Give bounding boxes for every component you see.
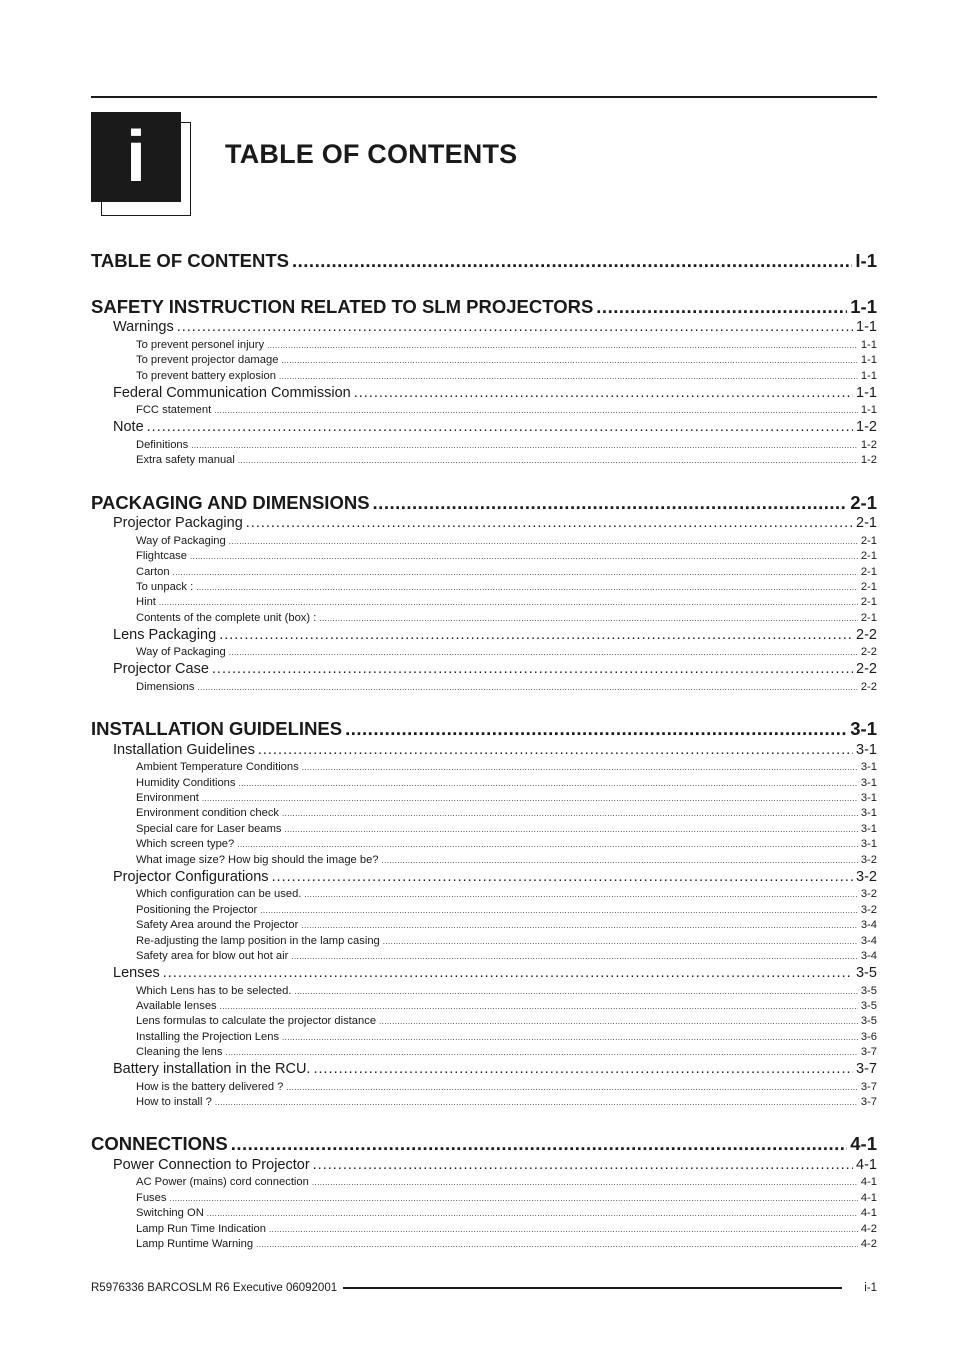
toc-entry-page: 3-7: [860, 1046, 877, 1058]
toc-leader-dots: [256, 1240, 858, 1249]
toc-entry-title: Way of Packaging: [136, 646, 226, 658]
toc-entry-title: TABLE OF CONTENTS: [91, 250, 290, 271]
toc-leader-dots: [219, 627, 853, 643]
toc-entry-page: 2-1: [860, 566, 877, 578]
toc-entry-title: Flightcase: [136, 550, 187, 562]
toc-leader-dots: [379, 1017, 858, 1026]
toc-entry-page: 2-2: [856, 627, 877, 643]
toc-entry-title: Ambient Temperature Conditions: [136, 761, 299, 773]
toc-section[interactable]: [91, 965, 877, 981]
toc-subsection[interactable]: [91, 535, 877, 547]
toc-entry-page: 3-2: [860, 888, 877, 900]
toc-subsection[interactable]: [91, 888, 877, 900]
toc-subsection[interactable]: [91, 454, 877, 466]
toc-entry-title: Lamp Runtime Warning: [136, 1238, 254, 1250]
toc-entry-title: FCC statement: [136, 404, 212, 416]
toc-entry-page: 4-1: [860, 1192, 877, 1204]
toc-leader-dots: [159, 598, 858, 607]
toc-entry-title: Extra safety manual: [136, 454, 235, 466]
toc-leader-dots: [285, 825, 858, 834]
toc-entry-title: Cleaning the lens: [136, 1046, 223, 1058]
toc-entry-title: Hint: [136, 596, 156, 608]
toc-entry-page: 1-2: [860, 439, 877, 451]
toc-leader-dots: [313, 1157, 853, 1173]
toc-entry-page: 3-5: [860, 985, 877, 997]
toc-entry-title: How is the battery delivered ?: [136, 1081, 284, 1093]
toc-leader-dots: [281, 356, 857, 365]
toc-entry-title: Humidity Conditions: [136, 777, 236, 789]
toc-section[interactable]: [91, 661, 877, 677]
toc-section[interactable]: [91, 385, 877, 401]
toc-subsection[interactable]: [91, 339, 877, 351]
toc-entry-title: Installing the Projection Lens: [136, 1031, 280, 1043]
toc-entry-page: 3-5: [856, 965, 877, 981]
toc-entry-page: 4-2: [860, 1223, 877, 1235]
toc-subsection[interactable]: [91, 1176, 877, 1188]
toc-entry-page: 1-1: [860, 354, 877, 366]
toc-entry-page: 4-1: [850, 1133, 877, 1154]
toc-subsection[interactable]: [91, 807, 877, 819]
toc-entry-title: Installation Guidelines: [113, 742, 255, 758]
toc-subsection[interactable]: [91, 370, 877, 382]
toc-leader-dots: [279, 372, 858, 381]
toc-subsection[interactable]: [91, 1096, 877, 1108]
toc-leader-dots: [231, 1133, 848, 1155]
toc-leader-dots: [304, 890, 857, 899]
toc-leader-dots: [191, 441, 858, 450]
toc-entry-title: Environment condition check: [136, 807, 280, 819]
toc-subsection[interactable]: [91, 950, 877, 962]
toc-leader-dots: [382, 856, 858, 865]
toc-section[interactable]: [91, 1061, 877, 1077]
toc-entry-page: 3-1: [860, 823, 877, 835]
toc-entry-title: Safety area for blow out hot air: [136, 950, 289, 962]
toc-entry-title: Note: [113, 419, 144, 435]
toc-entry-title: Positioning the Projector: [136, 904, 258, 916]
toc-leader-dots: [313, 1061, 853, 1077]
toc-entry-page: 3-1: [860, 838, 877, 850]
toc-subsection[interactable]: [91, 1238, 877, 1250]
toc-entry-title: Lenses: [113, 965, 160, 981]
toc-entry-title: Battery installation in the RCU.: [113, 1061, 311, 1077]
toc-leader-dots: [229, 648, 858, 657]
toc-entry-page: 3-7: [860, 1096, 877, 1108]
toc-entry-page: 4-1: [860, 1176, 877, 1188]
footer: [91, 1282, 877, 1294]
toc-entry-title: Dimensions: [136, 681, 195, 693]
toc-entry-title: Lamp Run Time Indication: [136, 1223, 266, 1235]
toc-subsection[interactable]: [91, 612, 877, 624]
toc-subsection[interactable]: [91, 935, 877, 947]
toc-leader-dots: [282, 809, 858, 818]
toc-entry-title: Power Connection to Projector: [113, 1157, 310, 1173]
toc-entry-page: 3-5: [860, 1015, 877, 1027]
toc-subsection[interactable]: [91, 1081, 877, 1093]
toc-leader-dots: [312, 1178, 858, 1187]
toc-chapter[interactable]: [91, 250, 877, 272]
toc-leader-dots: [286, 1083, 857, 1092]
chapter-letter: i: [91, 112, 181, 202]
chapter-badge: [91, 112, 191, 216]
toc-entry-title: CONNECTIONS: [91, 1133, 228, 1154]
toc-subsection[interactable]: [91, 761, 877, 773]
toc-entry-page: 1-1: [860, 404, 877, 416]
toc-leader-dots: [319, 614, 857, 623]
toc-entry-title: Carton: [136, 566, 170, 578]
toc-entry-title: Projector Case: [113, 661, 209, 677]
toc-section[interactable]: [91, 515, 877, 531]
toc-leader-dots: [302, 763, 858, 772]
toc-subsection[interactable]: [91, 792, 877, 804]
toc-leader-dots: [239, 779, 858, 788]
toc-subsection[interactable]: [91, 1046, 877, 1058]
toc-subsection[interactable]: [91, 681, 877, 693]
toc-entry-page: 3-4: [860, 935, 877, 947]
toc-entry-title: Projector Packaging: [113, 515, 243, 531]
footer-page-number: i-1: [864, 1282, 877, 1294]
top-rule: [91, 96, 877, 98]
toc-entry-title: Fuses: [136, 1192, 167, 1204]
toc-leader-dots: [267, 341, 858, 350]
toc-entry-page: 2-1: [860, 535, 877, 547]
toc-leader-dots: [196, 583, 858, 592]
toc-leader-dots: [292, 250, 852, 272]
toc-entry-title: Special care for Laser beams: [136, 823, 282, 835]
toc-entry-page: 1-1: [856, 385, 877, 401]
toc-entry-page: 2-1: [860, 550, 877, 562]
toc-leader-dots: [258, 742, 853, 758]
toc-leader-dots: [147, 419, 853, 435]
toc-leader-dots: [596, 296, 847, 318]
toc-subsection[interactable]: [91, 596, 877, 608]
toc-subsection[interactable]: [91, 354, 877, 366]
toc-entry-title: Contents of the complete unit (box) :: [136, 612, 317, 624]
toc-subsection[interactable]: [91, 1192, 877, 1204]
toc-subsection[interactable]: [91, 439, 877, 451]
toc-leader-dots: [190, 552, 858, 561]
toc-leader-dots: [177, 319, 853, 335]
toc-entry-page: 3-1: [860, 761, 877, 773]
toc-leader-dots: [197, 683, 857, 692]
toc-entry-page: 2-1: [850, 492, 877, 513]
toc-leader-dots: [202, 794, 858, 803]
toc-subsection[interactable]: [91, 581, 877, 593]
toc-entry-page: 3-4: [860, 950, 877, 962]
toc-entry-page: 1-1: [856, 319, 877, 335]
toc-entry-title: Which screen type?: [136, 838, 235, 850]
toc-entry-title: Re-adjusting the lamp position in the lamp casing: [136, 935, 380, 947]
toc-subsection[interactable]: [91, 854, 877, 866]
toc-entry-title: Warnings: [113, 319, 174, 335]
toc-entry-page: 4-2: [860, 1238, 877, 1250]
toc-entry-title: AC Power (mains) cord connection: [136, 1176, 309, 1188]
toc-leader-dots: [212, 661, 853, 677]
toc-section[interactable]: [91, 742, 877, 758]
toc-leader-dots: [246, 515, 853, 531]
toc-entry-page: 2-2: [860, 681, 877, 693]
toc-subsection[interactable]: [91, 1000, 877, 1012]
toc-chapter[interactable]: [91, 296, 877, 318]
toc-entry-title: Lens Packaging: [113, 627, 217, 643]
toc-entry-page: 1-2: [860, 454, 877, 466]
toc-entry-page: 3-7: [860, 1081, 877, 1093]
toc-entry-page: 2-2: [856, 661, 877, 677]
toc-leader-dots: [354, 385, 853, 401]
toc-subsection[interactable]: [91, 823, 877, 835]
toc-leader-dots: [291, 952, 857, 961]
toc-entry-page: 1-1: [860, 339, 877, 351]
toc-entry-page: 4-1: [860, 1207, 877, 1219]
toc-subsection[interactable]: [91, 777, 877, 789]
toc-leader-dots: [272, 869, 853, 885]
toc-subsection[interactable]: [91, 566, 877, 578]
toc-section[interactable]: [91, 319, 877, 335]
toc-entry-page: I-1: [855, 250, 877, 271]
toc-leader-dots: [207, 1209, 858, 1218]
toc-entry-page: 4-1: [856, 1157, 877, 1173]
toc-entry-page: 3-1: [856, 742, 877, 758]
toc-entry-page: 2-1: [856, 515, 877, 531]
toc-entry-title: To unpack :: [136, 581, 194, 593]
toc-chapter[interactable]: [91, 718, 877, 740]
page-title: TABLE OF CONTENTS: [225, 139, 518, 169]
toc-entry-title: INSTALLATION GUIDELINES: [91, 718, 343, 739]
toc-subsection[interactable]: [91, 1223, 877, 1235]
toc-section[interactable]: [91, 419, 877, 435]
toc-entry-page: 2-1: [860, 596, 877, 608]
toc-subsection[interactable]: [91, 919, 877, 931]
toc-entry-title: Environment: [136, 792, 199, 804]
toc-section[interactable]: [91, 627, 877, 643]
footer-doc-ref: R5976336 BARCOSLM R6 Executive 06092001: [91, 1282, 338, 1294]
toc-entry-title: Federal Communication Commission: [113, 385, 351, 401]
toc-leader-dots: [215, 1098, 858, 1107]
toc-entry-title: To prevent projector damage: [136, 354, 279, 366]
footer-rule: [343, 1287, 842, 1289]
toc-leader-dots: [260, 906, 858, 915]
toc-entry-page: 3-1: [850, 718, 877, 739]
toc-entry-page: 3-7: [856, 1061, 877, 1077]
toc-entry-title: Way of Packaging: [136, 535, 226, 547]
toc-leader-dots: [345, 718, 847, 740]
toc-entry-title: Definitions: [136, 439, 189, 451]
toc-section[interactable]: [91, 869, 877, 885]
toc-subsection[interactable]: [91, 985, 877, 997]
toc-subsection[interactable]: [91, 1015, 877, 1027]
toc-leader-dots: [269, 1225, 858, 1234]
toc-entry-title: To prevent personel injury: [136, 339, 265, 351]
toc-subsection[interactable]: [91, 646, 877, 658]
toc-leader-dots: [238, 456, 858, 465]
toc-entry-title: Safety Area around the Projector: [136, 919, 299, 931]
toc-leader-dots: [383, 937, 858, 946]
toc-entry-page: 3-5: [860, 1000, 877, 1012]
toc-entry-title: PACKAGING AND DIMENSIONS: [91, 492, 370, 513]
toc-leader-dots: [169, 1194, 857, 1203]
toc-chapter[interactable]: [91, 1133, 877, 1155]
toc-leader-dots: [237, 840, 858, 849]
toc-section[interactable]: [91, 1157, 877, 1173]
toc-leader-dots: [163, 965, 853, 981]
toc-subsection[interactable]: [91, 1207, 877, 1219]
toc-entry-page: 2-2: [860, 646, 877, 658]
toc-entry-page: 1-1: [860, 370, 877, 382]
toc-entry-title: What image size? How big should the image be?: [136, 854, 379, 866]
toc-entry-page: 3-1: [860, 777, 877, 789]
toc-entry-page: 1-2: [856, 419, 877, 435]
toc-entry-page: 3-1: [860, 807, 877, 819]
toc-leader-dots: [225, 1048, 857, 1057]
toc-leader-dots: [373, 492, 848, 514]
toc-entry-page: 2-1: [860, 581, 877, 593]
toc-entry-title: Which Lens has to be selected.: [136, 985, 292, 997]
toc-entry-page: 3-4: [860, 919, 877, 931]
toc-leader-dots: [214, 406, 858, 415]
toc-entry-page: 3-6: [860, 1031, 877, 1043]
toc-entry-page: 2-1: [860, 612, 877, 624]
toc-leader-dots: [301, 921, 858, 930]
toc-entry-page: 3-2: [860, 904, 877, 916]
toc-entry-title: To prevent battery explosion: [136, 370, 276, 382]
toc-entry-page: 3-1: [860, 792, 877, 804]
toc-entry-title: Which configuration can be used.: [136, 888, 302, 900]
toc-leader-dots: [229, 537, 858, 546]
toc-leader-dots: [220, 1002, 858, 1011]
toc-entry-page: 3-2: [860, 854, 877, 866]
toc-entry-title: Projector Configurations: [113, 869, 269, 885]
toc-entry-page: 1-1: [850, 296, 877, 317]
toc-entry-title: Available lenses: [136, 1000, 217, 1012]
toc-leader-dots: [173, 568, 858, 577]
toc-entry-title: SAFETY INSTRUCTION RELATED TO SLM PROJECTORS: [91, 296, 594, 317]
toc-entry-title: Lens formulas to calculate the projector distance: [136, 1015, 377, 1027]
toc-entry-title: How to install ?: [136, 1096, 212, 1108]
toc-entry-title: Switching ON: [136, 1207, 204, 1219]
toc-subsection[interactable]: [91, 904, 877, 916]
toc-leader-dots: [282, 1033, 858, 1042]
toc-subsection[interactable]: [91, 404, 877, 416]
toc-subsection[interactable]: [91, 550, 877, 562]
toc-entry-page: 3-2: [856, 869, 877, 885]
toc-subsection[interactable]: [91, 1031, 877, 1043]
toc-chapter[interactable]: [91, 492, 877, 514]
toc-leader-dots: [294, 987, 857, 996]
toc-subsection[interactable]: [91, 838, 877, 850]
